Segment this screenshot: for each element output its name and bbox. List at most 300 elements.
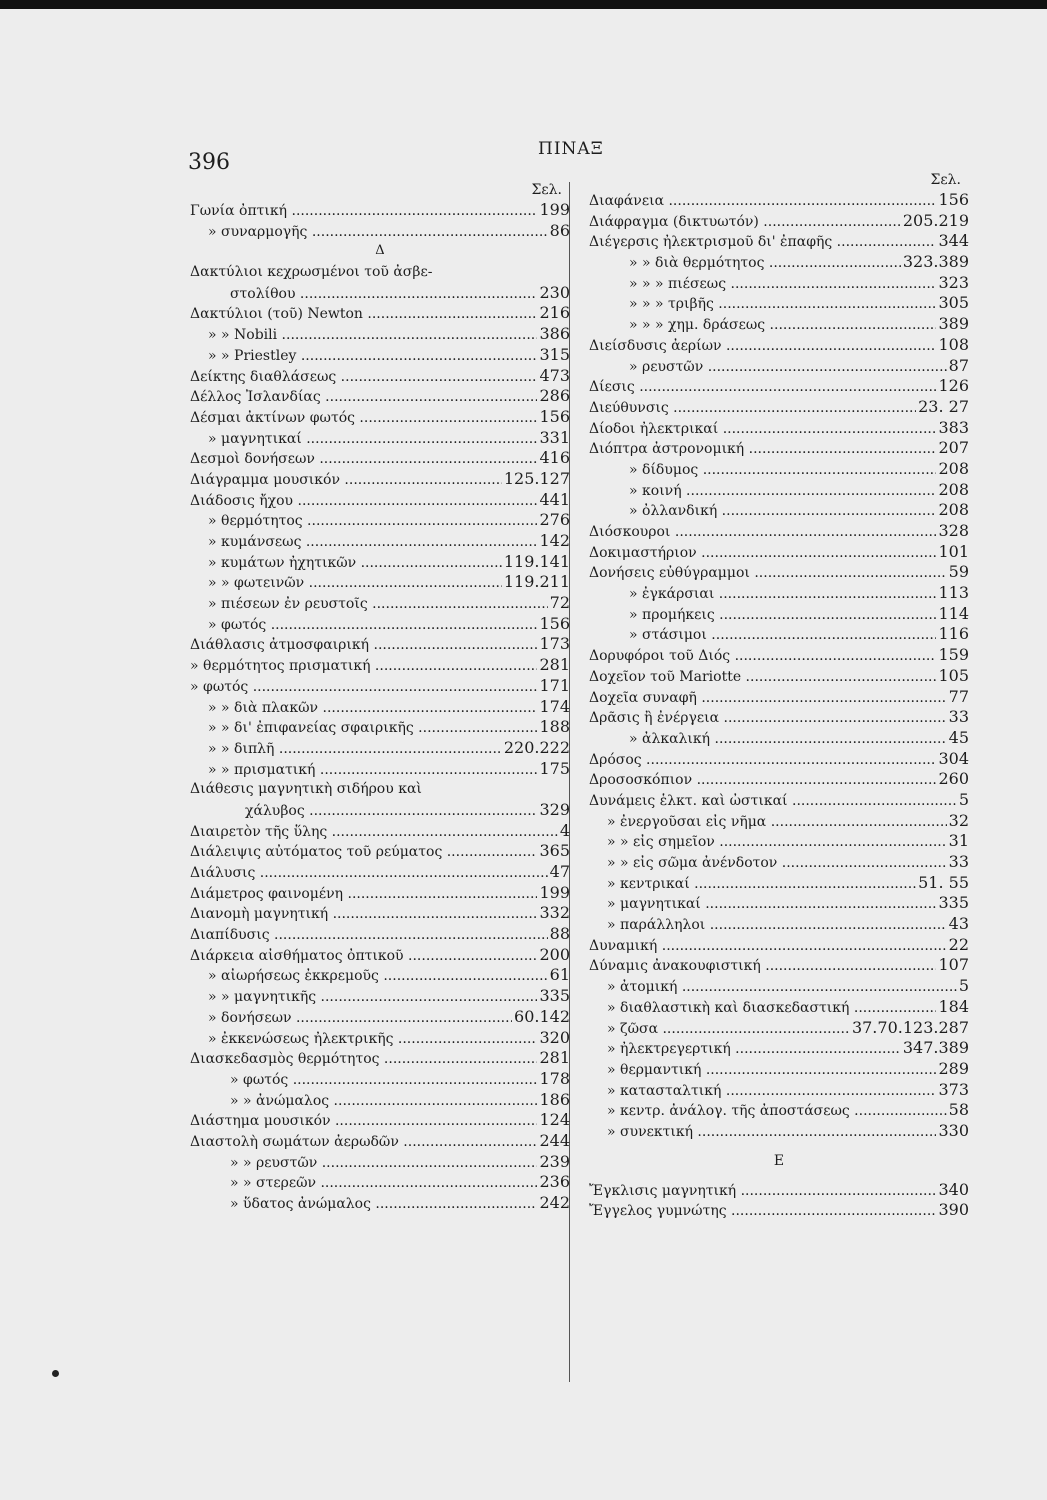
- index-entry: [190, 634, 570, 655]
- index-entry: [589, 356, 969, 377]
- index-column-right: [589, 170, 969, 1221]
- entry-term: » παράλληλοι .....: [589, 915, 947, 936]
- entry-term: Δονήσεις εὐθύγραμμοι .....: [589, 563, 947, 584]
- entry-term: Δίεσις .....: [589, 377, 936, 398]
- index-column-left: [190, 180, 570, 1214]
- index-entry: [589, 976, 969, 997]
- entry-page: 199: [539, 200, 570, 219]
- index-entry: [589, 1121, 969, 1142]
- index-entry: [190, 655, 570, 676]
- index-entry: [589, 624, 969, 645]
- index-entry: [190, 986, 570, 1007]
- entry-term: Διάμετρος φαινομένη .....: [190, 884, 537, 905]
- index-entry: [190, 614, 570, 635]
- entry-term: Δεσμοὶ δονήσεων .....: [190, 449, 537, 470]
- entry-page: 373: [938, 1079, 969, 1099]
- entry-term: Διάλυσις .....: [190, 863, 548, 884]
- index-entry: [190, 862, 570, 883]
- index-entry: [190, 572, 570, 593]
- entry-term: » διαθλαστικὴ καὶ διασκεδαστική .....: [589, 998, 936, 1019]
- index-entry: [589, 935, 969, 956]
- entry-page: 173: [539, 634, 570, 654]
- index-entry: [589, 811, 969, 832]
- entry-term: » ἐκκενώσεως ἠλεκτρικῆς .....: [190, 1029, 537, 1050]
- entry-term: Δοκιμαστήριον .....: [589, 543, 936, 564]
- index-entry: [589, 231, 969, 252]
- index-entry: [589, 893, 969, 914]
- index-entry: [589, 790, 969, 811]
- entry-term: » » » τριβῆς .....: [589, 294, 936, 315]
- index-entry: [190, 428, 570, 449]
- entry-page: 386: [539, 324, 570, 344]
- entry-page: 4: [559, 820, 570, 840]
- entry-page: 242: [539, 1193, 570, 1212]
- entry-term: » θερμότητος πρισματική .....: [190, 656, 537, 677]
- entry-page: 33: [948, 852, 969, 871]
- index-entry: [190, 1090, 570, 1111]
- entry-term: Διάλειψις αὐτόματος τοῦ ρεύματος .....: [190, 842, 537, 863]
- entry-page: 51. 55: [918, 872, 969, 892]
- margin-mark: [52, 1370, 59, 1377]
- index-entry: [589, 314, 969, 335]
- entry-page: 323: [938, 272, 969, 292]
- index-entry: [190, 924, 570, 945]
- entry-page: 335: [938, 893, 969, 913]
- entry-page: 32: [948, 810, 969, 830]
- index-entry: [589, 1080, 969, 1101]
- entry-term: » θερμότητος .....: [190, 511, 537, 532]
- entry-term: Δυναμική .....: [589, 936, 947, 957]
- entry-page: 159: [938, 645, 969, 665]
- entry-term: Διαστολὴ σωμάτων ἀερωδῶν .....: [190, 1132, 537, 1153]
- entry-term: χάλυβος .....: [190, 801, 537, 822]
- index-entry: [190, 883, 570, 904]
- entry-page: 156: [539, 613, 570, 633]
- entry-page: 207: [938, 438, 969, 458]
- entry-page: 188: [539, 717, 570, 737]
- entry-term: Ἔγκλισις μαγνητική .....: [589, 1181, 936, 1202]
- entry-page: 113: [938, 583, 969, 603]
- index-entry: [589, 397, 969, 418]
- entry-page: 43: [948, 914, 969, 934]
- entry-term: Δέλλος Ἰσλανδίας .....: [190, 387, 537, 408]
- index-entry: [190, 366, 570, 387]
- entry-page: 332: [539, 903, 570, 923]
- entry-term: » μαγνητικαί .....: [190, 429, 537, 450]
- index-entry: [589, 831, 969, 852]
- section-heading: [190, 241, 570, 262]
- index-entry: [589, 852, 969, 873]
- entry-page: 260: [938, 769, 969, 789]
- entry-term: » » Priestley .....: [190, 346, 537, 367]
- entry-page: 390: [938, 1200, 969, 1220]
- index-entry: [589, 1059, 969, 1080]
- index-entry: [190, 593, 570, 614]
- entry-page: 47: [549, 862, 570, 881]
- entry-page: 205.219: [902, 210, 969, 230]
- index-entry: [190, 1048, 570, 1069]
- entry-term: Δέσμαι ἀκτίνων φωτός .....: [190, 408, 537, 429]
- entry-page: 108: [938, 334, 969, 354]
- index-entry: [190, 469, 570, 490]
- entry-page: 175: [539, 758, 570, 778]
- entry-term: Διάδοσις ἤχου .....: [190, 491, 537, 512]
- entry-page: 329: [539, 799, 570, 819]
- index-entry: [190, 903, 570, 924]
- entry-page: 230: [539, 282, 570, 302]
- page-column-label: Σελ.: [930, 172, 961, 188]
- entry-term: » αἰωρήσεως ἐκκρεμοῦς .....: [190, 966, 548, 987]
- index-entry: [190, 510, 570, 531]
- entry-page: 86: [549, 220, 570, 240]
- section-letter: Δ: [375, 243, 385, 259]
- entry-term: Γωνία ὀπτική .....: [190, 201, 537, 222]
- index-entry: [190, 1110, 570, 1131]
- entry-page: 304: [938, 748, 969, 768]
- entry-term: Διάστημα μουσικόν .....: [190, 1111, 537, 1132]
- entry-page: 416: [539, 448, 570, 468]
- entry-term: » » στερεῶν .....: [190, 1173, 537, 1194]
- index-entry: [190, 531, 570, 552]
- index-entry: [589, 190, 969, 211]
- entry-term: » φωτός .....: [190, 615, 537, 636]
- entry-term: » » διὰ πλακῶν .....: [190, 698, 537, 719]
- index-entry: [589, 1018, 969, 1039]
- index-entry: [589, 769, 969, 790]
- index-entry: [589, 500, 969, 521]
- entry-page: 61: [549, 965, 570, 985]
- entry-term: » δίδυμος .....: [589, 460, 936, 481]
- index-entry: [589, 997, 969, 1018]
- entry-page: 239: [539, 1151, 570, 1171]
- entry-term: » φωτός .....: [190, 677, 537, 698]
- entry-page: 305: [938, 293, 969, 313]
- index-entries-right: [589, 190, 969, 1221]
- entry-term: » ἀλκαλική .....: [589, 729, 947, 750]
- entry-term: » θερμαντική .....: [589, 1060, 936, 1081]
- entry-page: 171: [539, 675, 570, 695]
- entry-page: 216: [539, 303, 570, 323]
- index-entry: [589, 749, 969, 770]
- index-entry: [190, 345, 570, 366]
- entry-term: » » εἰς σῶμα ἀνένδοτον .....: [589, 853, 947, 874]
- index-entry: [190, 800, 570, 821]
- index-entry: [190, 841, 570, 862]
- entry-term: Διαιρετὸν τῆς ὕλης .....: [190, 822, 558, 843]
- entry-page: 119.141: [503, 551, 570, 571]
- index-entry: [190, 386, 570, 407]
- entry-term: Δρόσος .....: [589, 750, 936, 771]
- index-entry: [190, 200, 570, 221]
- top-border: [0, 0, 1047, 9]
- entry-page: 330: [938, 1120, 969, 1140]
- entry-term: » ὀλλανδική .....: [589, 501, 936, 522]
- entry-page: 107: [938, 955, 969, 975]
- entry-term: » κυμάνσεως .....: [190, 532, 537, 553]
- entry-term: Διανομὴ μαγνητική .....: [190, 904, 537, 925]
- entry-term: » συνεκτική .....: [589, 1122, 936, 1143]
- entry-page: 116: [938, 624, 969, 644]
- index-entry: [589, 583, 969, 604]
- index-entry: [589, 521, 969, 542]
- entry-term: » ἐνεργοῦσαι εἰς νῆμα .....: [589, 812, 947, 833]
- entry-page: 22: [948, 934, 969, 954]
- entry-term: Δοχεῖα συναφῆ .....: [589, 688, 947, 709]
- entry-term: Διάθλασις ἀτμοσφαιρική .....: [190, 635, 537, 656]
- entry-page: 23. 27: [918, 396, 969, 416]
- entry-term: » » δι' ἐπιφανείας σφαιρικῆς .....: [190, 718, 537, 739]
- index-entry: [190, 738, 570, 759]
- entry-page: 156: [938, 190, 969, 209]
- index-entry: [190, 1131, 570, 1152]
- entry-term: » ὕδατος ἀνώμαλος .....: [190, 1194, 537, 1215]
- entry-term: Δύναμις ἀνακουφιστική .....: [589, 956, 936, 977]
- index-entry: [589, 707, 969, 728]
- entry-term: Διάφραγμα (δικτυωτόν) .....: [589, 212, 901, 233]
- entry-term: » φωτός .....: [190, 1070, 537, 1091]
- entry-page: 365: [539, 841, 570, 861]
- entry-page: 105: [938, 665, 969, 685]
- index-entry: [589, 562, 969, 583]
- entry-term: Δακτύλιοι κεχρωσμένοι τοῦ ἀσβε-: [190, 264, 433, 281]
- entry-term: » κατασταλτική .....: [589, 1081, 936, 1102]
- entry-page: 335: [539, 986, 570, 1006]
- index-entry: [190, 262, 570, 283]
- entry-page: 77: [948, 686, 969, 706]
- entry-term: Δακτύλιοι (τοῦ) Newton .....: [190, 304, 537, 325]
- entry-term: Δίοδοι ἠλεκτρικαί .....: [589, 419, 936, 440]
- index-entry: [190, 676, 570, 697]
- index-entry: [190, 1069, 570, 1090]
- entry-term: στολίθου .....: [190, 284, 537, 305]
- entry-term: » προμήκεις .....: [589, 605, 936, 626]
- entry-term: » » μαγνητικῆς .....: [190, 987, 537, 1008]
- index-entry: [589, 273, 969, 294]
- entry-page: 184: [938, 996, 969, 1016]
- index-entry: [589, 459, 969, 480]
- entry-term: Ἔγγελος γυμνώτης .....: [589, 1201, 936, 1222]
- entry-page: 281: [539, 1048, 570, 1068]
- index-entry: [190, 490, 570, 511]
- index-entry: [589, 1038, 969, 1059]
- entry-term: » » » πιέσεως .....: [589, 274, 936, 295]
- entry-term: » » φωτεινῶν .....: [190, 573, 502, 594]
- entry-page: 383: [938, 417, 969, 437]
- index-entry: [190, 1193, 570, 1214]
- index-entry: [190, 1152, 570, 1173]
- entry-term: » ἀτομική .....: [589, 977, 957, 998]
- entry-term: Διάγραμμα μουσικόν .....: [190, 470, 502, 491]
- index-entry: [190, 717, 570, 738]
- index-entry: [190, 821, 570, 842]
- entry-term: » κεντρικαί .....: [589, 874, 916, 895]
- entry-page: 156: [539, 406, 570, 426]
- entry-term: Διόσκουροι .....: [589, 522, 936, 543]
- entry-term: » κοινή .....: [589, 481, 936, 502]
- entry-term: Διέγερσις ἠλεκτρισμοῦ δι' ἐπαφῆς .....: [589, 232, 936, 253]
- entry-term: Δοχεῖον τοῦ Mariotte .....: [589, 667, 936, 688]
- entry-page: 236: [539, 1172, 570, 1192]
- entry-page: 37.70.123.287: [851, 1017, 969, 1037]
- entry-term: » » διὰ θερμότητος .....: [589, 253, 901, 274]
- entry-page: 87: [948, 355, 969, 375]
- entry-term: » ζῶσα .....: [589, 1019, 850, 1040]
- entry-term: » συναρμογῆς .....: [190, 222, 548, 243]
- entry-page: 58: [948, 1100, 969, 1120]
- index-entry: [589, 1100, 969, 1121]
- index-entry: [589, 666, 969, 687]
- entry-term: » μαγνητικαί .....: [589, 894, 936, 915]
- entry-page: 276: [539, 510, 570, 530]
- index-entry: [190, 448, 570, 469]
- entry-term: » δονήσεων .....: [190, 1008, 512, 1029]
- entry-page: 289: [938, 1058, 969, 1078]
- entry-page: 344: [938, 231, 969, 251]
- index-entry: [589, 914, 969, 935]
- entry-page: 60.142: [514, 1006, 570, 1026]
- entry-term: Διασκεδασμὸς θερμότητος .....: [190, 1049, 537, 1070]
- page-column-label: Σελ.: [531, 182, 562, 198]
- entry-term: Δορυφόροι τοῦ Διός .....: [589, 646, 936, 667]
- index-entry: [190, 303, 570, 324]
- entry-page: 101: [938, 541, 969, 561]
- entry-term: » » » χημ. δράσεως .....: [589, 315, 936, 336]
- index-entry: [190, 697, 570, 718]
- entry-term: Δείκτης διαθλάσεως .....: [190, 367, 537, 388]
- entry-page: 328: [938, 521, 969, 540]
- index-entry: [190, 221, 570, 242]
- page-number: 396: [188, 150, 230, 175]
- index-entry: [190, 945, 570, 966]
- entry-term: Δυνάμεις ἑλκτ. καὶ ὠστικαί .....: [589, 791, 957, 812]
- entry-page: 88: [549, 924, 570, 944]
- entry-page: 119.211: [503, 572, 570, 592]
- entry-page: 45: [948, 727, 969, 747]
- entry-page: 5: [958, 789, 969, 809]
- entry-page: 125.127: [503, 468, 570, 488]
- entry-term: Δροσοσκόπιον .....: [589, 770, 936, 791]
- entry-term: » ἐγκάρσιαι .....: [589, 584, 936, 605]
- entry-page: 208: [938, 458, 969, 478]
- index-entry: [589, 687, 969, 708]
- entry-page: 208: [938, 479, 969, 499]
- index-entry: [589, 873, 969, 894]
- entry-page: 5: [958, 976, 969, 996]
- entry-term: Δρᾶσις ἢ ἐνέργεια .....: [589, 708, 947, 729]
- entry-page: 331: [539, 427, 570, 447]
- entry-page: 59: [948, 562, 969, 582]
- index-entry: [190, 1007, 570, 1028]
- entry-page: 347.389: [902, 1038, 969, 1058]
- entry-page: 124: [539, 1110, 570, 1130]
- entry-page: 315: [539, 344, 570, 364]
- entry-page: 323.389: [902, 252, 969, 272]
- entry-term: » » εἰς σημεῖον .....: [589, 832, 947, 853]
- index-entry: [589, 438, 969, 459]
- index-entry: [589, 604, 969, 625]
- index-entry: [190, 965, 570, 986]
- entry-term: » » διπλῆ .....: [190, 739, 502, 760]
- index-entry: [589, 645, 969, 666]
- entry-page: 126: [938, 376, 969, 396]
- entry-term: Διαπίδυσις .....: [190, 925, 548, 946]
- entry-page: 340: [938, 1179, 969, 1199]
- index-entry: [589, 728, 969, 749]
- entry-page: 220.222: [503, 737, 570, 757]
- index-entry: [589, 542, 969, 563]
- entry-page: 320: [539, 1027, 570, 1047]
- index-entry: [190, 1172, 570, 1193]
- index-entry: [190, 759, 570, 780]
- entry-term: Διείσδυσις ἀερίων .....: [589, 336, 936, 357]
- entry-term: Διαφάνεια .....: [589, 191, 936, 212]
- entry-page: 244: [539, 1130, 570, 1150]
- index-entry: [589, 418, 969, 439]
- entry-term: » » πρισματική .....: [190, 760, 537, 781]
- entry-term: » » Nobili .....: [190, 325, 537, 346]
- entry-page: 186: [539, 1089, 570, 1109]
- index-entry: [589, 252, 969, 273]
- index-entry: [190, 552, 570, 573]
- entry-term: Διεύθυνσις .....: [589, 398, 916, 419]
- entry-term: Διόπτρα ἀστρονομική .....: [589, 439, 936, 460]
- index-entry: [190, 779, 570, 800]
- entry-term: » » ἀνώμαλος .....: [190, 1091, 537, 1112]
- section-letter: Ε: [773, 1152, 785, 1169]
- index-entry: [190, 324, 570, 345]
- entry-page: 178: [539, 1068, 570, 1088]
- index-entry: [589, 335, 969, 356]
- index-entry: [589, 293, 969, 314]
- section-heading: [589, 1142, 969, 1180]
- index-entry: [190, 1028, 570, 1049]
- index-entry: [589, 480, 969, 501]
- entry-page: 281: [539, 655, 570, 675]
- entry-page: 142: [539, 531, 570, 550]
- entry-page: 286: [539, 386, 570, 406]
- entry-term: » κεντρ. ἀνάλογ. τῆς ἀποστάσεως .....: [589, 1101, 947, 1122]
- entry-page: 199: [539, 882, 570, 902]
- entry-page: 441: [539, 489, 570, 509]
- index-entry: [589, 1200, 969, 1221]
- entry-page: 31: [948, 831, 969, 851]
- entry-term: » ἠλεκτρεγερτική .....: [589, 1039, 901, 1060]
- index-entry: [190, 283, 570, 304]
- index-entries-left: [190, 200, 570, 1214]
- entry-page: 174: [539, 696, 570, 716]
- entry-term: Διάθεσις μαγνητικὴ σιδήρου καὶ: [190, 781, 422, 798]
- entry-page: 200: [539, 944, 570, 964]
- entry-term: Διάρκεια αἰσθήματος ὀπτικοῦ .....: [190, 946, 537, 967]
- index-entry: [589, 376, 969, 397]
- index-entry: [589, 1180, 969, 1201]
- index-entry: [589, 211, 969, 232]
- entry-term: » ρευστῶν .....: [589, 357, 947, 378]
- entry-page: 389: [938, 314, 969, 334]
- entry-page: 33: [948, 707, 969, 727]
- entry-term: » στάσιμοι .....: [589, 625, 936, 646]
- entry-page: 114: [938, 603, 969, 623]
- index-entry: [589, 955, 969, 976]
- entry-page: 72: [549, 593, 570, 613]
- page-title: ΠΙΝΑΞ: [538, 139, 604, 159]
- index-entry: [190, 407, 570, 428]
- entry-page: 208: [938, 500, 969, 520]
- entry-page: 473: [539, 365, 570, 385]
- entry-term: » » ρευστῶν .....: [190, 1153, 537, 1174]
- entry-term: » κυμάτων ἠχητικῶν .....: [190, 553, 502, 574]
- entry-term: » πιέσεων ἐν ρευστοῖς .....: [190, 594, 548, 615]
